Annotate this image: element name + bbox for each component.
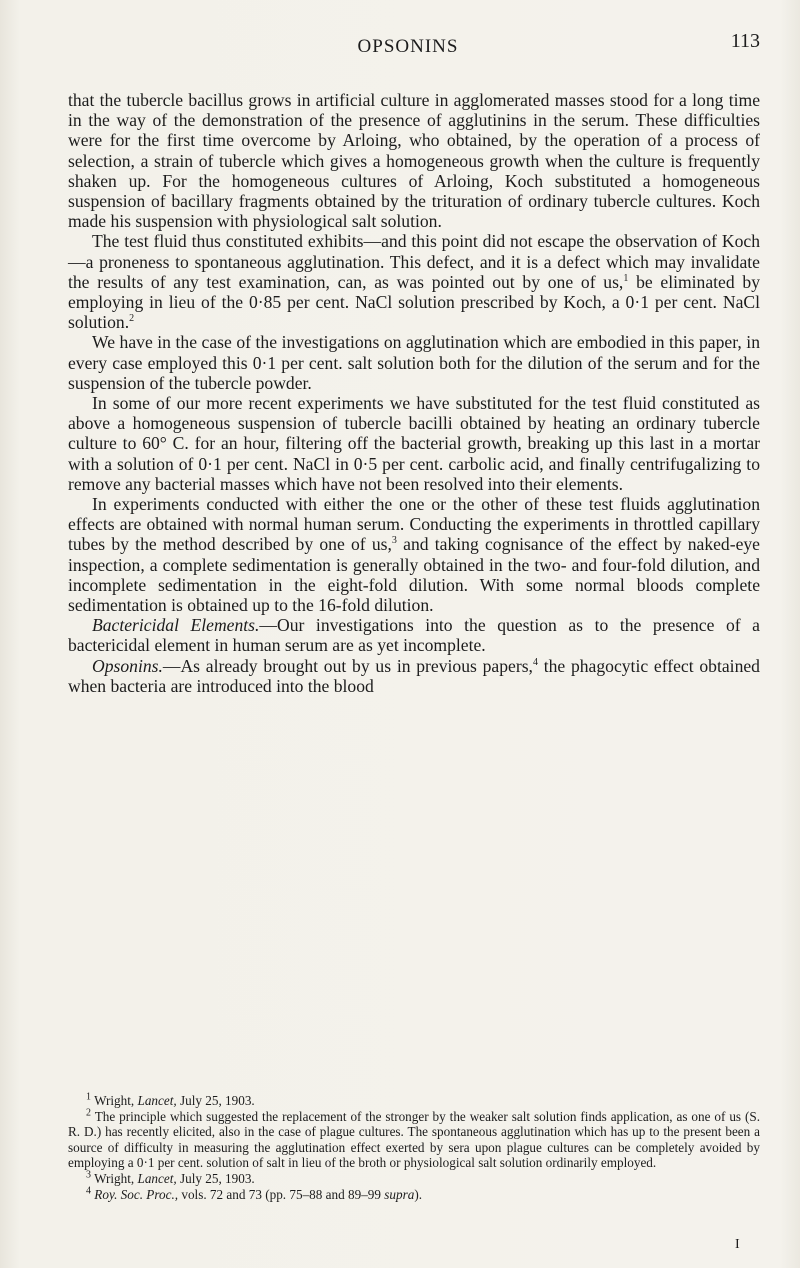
footnote: $^4$ Roy. Soc. Proc., vols. 72 and 73 (pp. 75–88 and 89–99 supra). [86, 1185, 423, 1202]
paragraph: In some of our more recent experiments we have substituted for the test fluid constituted as above a homogeneous suspension of tubercle bacilli obtained by heating an ordinary tubercle culture to 60° C. for an hour, filtering off the bacterial growth, breaking up this last in a mortar with a solution of 0·1 per cent. NaCl in 0·5 per cent. carbolic acid, and finally centrifugalizing to remove any bacterial masses which have not been resolved into their elements. [68, 393, 760, 494]
footnote: $^1$ Wright, Lancet, July 25, 1903. [86, 1091, 255, 1108]
footnote: $^2$ The principle which suggested the replacement of the stronger by the weaker salt solution finds application, as one of us (S. R. D.) has recently elicited, also in the case of plague cultures. The spontaneous agglutination which has up to the present been a source of difficulty in measuring the agglutination effect exerted by sera upon plague cultures can be completely avoided by employing a 0·1 per cent. solution of salt in lieu of the broth or physiological salt solution ordinarily employed. [68, 1107, 760, 1171]
page-number: 113 [730, 30, 760, 52]
paragraph: In experiments conducted with either the one or the other of these test fluids agglutination effects are obtained with normal human serum. Conducting the experiments in throttled capillary tubes by the method described by one of us,$^3$ and taking cognisance of the effect by naked-eye inspection, a complete sedimentation is generally obtained in the two- and four-fold dilution, and incomplete sedimentation in the eight-fold dilution. With some normal bloods complete sedimentation is obtained up to the 16-fold dilution. [68, 494, 760, 616]
paragraph: that the tubercle bacillus grows in artificial culture in agglomerated masses stood for a long time in the way of the demonstration of the presence of agglutinins in the serum. These difficulties were for the first time overcome by Arloing, who obtained, by the operation of a process of selection, a strain of tubercle which gives a homogeneous growth when the culture is frequently shaken up. For the homogeneous cultures of Arloing, Koch substituted a homogeneous suspension of bacillary fragments obtained by the trituration of ordinary tubercle cultures. Koch made his suspension with physiological salt solution. [68, 90, 760, 232]
footnotes [68, 1093, 760, 1202]
paragraph: We have in the case of the investigations on agglutination which are embodied in this paper, in every case employed this 0·1 per cent. salt solution both for the dilution of the serum and for the suspension of the tubercle powder. [68, 332, 760, 393]
footnote-ref[interactable]: 4 [532, 656, 538, 668]
signature-mark: I [735, 1237, 740, 1252]
paragraph: The test fluid thus constituted exhibits—and this point did not escape the observation of Koch—a proneness to spontaneous agglutination. This defect, and it is a defect which may invalidate the results of any test examination, can, as was pointed out by one of us,$^1$ be eliminated by employing in lieu of the 0·85 per cent. NaCl solution prescribed by Koch, a 0·1 per cent. NaCl solution.$^2$ [68, 231, 760, 333]
footnote-ref[interactable]: 1 [623, 272, 629, 284]
paragraph: Opsonins.—As already brought out by us in previous papers,$^4$ the phagocytic effect obtained when bacteria are introduced into the blood [68, 655, 760, 696]
section-heading: Opsonins. [92, 655, 163, 676]
footnote: $^3$ Wright, Lancet, July 25, 1903. [86, 1169, 255, 1186]
footnote-ref[interactable]: 3 [391, 535, 397, 547]
page-header [56, 30, 760, 70]
body-text [68, 90, 760, 696]
section-heading: Bactericidal Elements. [92, 615, 260, 636]
footnote-ref[interactable]: 2 [129, 313, 135, 325]
paragraph: Bactericidal Elements.—Our investigations into the question as to the presence of a bactericidal element in human serum are as yet incomplete. [68, 615, 760, 656]
running-title: OPSONINS [357, 36, 459, 57]
